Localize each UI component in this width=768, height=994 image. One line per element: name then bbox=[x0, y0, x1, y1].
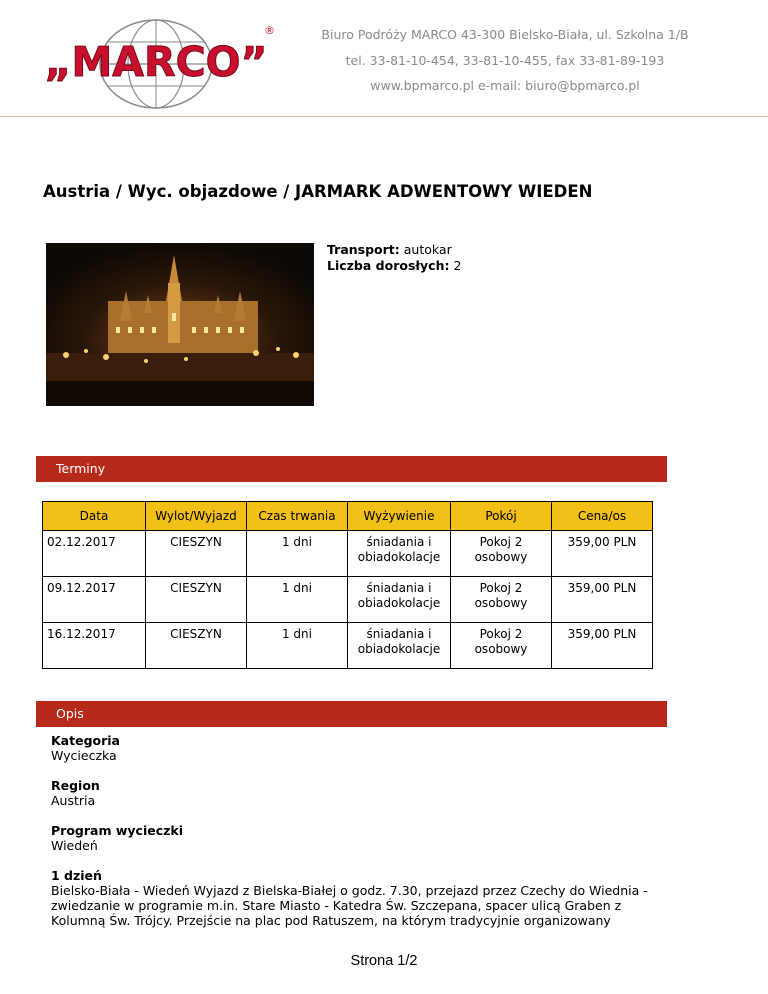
region-block bbox=[51, 778, 671, 808]
tour-photo bbox=[46, 243, 314, 406]
column-header: Pokój bbox=[451, 502, 552, 531]
program-block bbox=[51, 823, 671, 853]
adults-row bbox=[327, 258, 461, 274]
board-cell: śniadania i obiadokolacje bbox=[348, 623, 451, 669]
logo-text: „MARCO” bbox=[44, 38, 268, 86]
departure-cell: CIESZYN bbox=[146, 577, 247, 623]
header-address: Biuro Podróży MARCO 43-300 Bielsko-Biała, ul. Szkolna 1/B bbox=[321, 27, 689, 42]
registered-mark: ® bbox=[264, 24, 275, 37]
room-cell: Pokoj 2 osobowy bbox=[451, 623, 552, 669]
trip-details bbox=[327, 242, 461, 274]
date-cell: 09.12.2017 bbox=[43, 577, 146, 623]
day1-text: Bielsko-Biała - Wiedeń Wyjazd z Bielska-Białej o godz. 7.30, przejazd przez Czechy do Wiednia - zwiedzanie w programie m.in. Stare Miasto - Katedra Św. Szczepana, spacer ulicą Graben z Kolumną Św. Trójcy. Przejście na plac pod Ratuszem, na którym tradycyjnie organizowany bbox=[51, 883, 648, 928]
description-heading: Opis bbox=[56, 706, 84, 721]
price-cell: 359,00 PLN bbox=[552, 577, 653, 623]
table-row bbox=[43, 623, 653, 669]
terms-table bbox=[42, 501, 653, 669]
transport-value: autokar bbox=[403, 242, 452, 257]
adults-label: Liczba dorosłych: bbox=[327, 258, 450, 273]
room-cell: Pokoj 2 osobowy bbox=[451, 577, 552, 623]
page-title: Austria / Wyc. objazdowe / JARMARK ADWENTOWY WIEDEN bbox=[43, 182, 593, 201]
category-block bbox=[51, 733, 671, 763]
day1-label: 1 dzień bbox=[51, 868, 102, 883]
terms-heading: Terminy bbox=[56, 461, 106, 476]
column-header: Cena/os bbox=[552, 502, 653, 531]
departure-cell: CIESZYN bbox=[146, 623, 247, 669]
header-web-email: www.bpmarco.pl e-mail: biuro@bpmarco.pl bbox=[370, 78, 640, 93]
price-cell: 359,00 PLN bbox=[552, 531, 653, 577]
category-label: Kategoria bbox=[51, 733, 120, 748]
region-value: Austria bbox=[51, 793, 96, 808]
header-divider bbox=[0, 116, 768, 117]
transport-label: Transport: bbox=[327, 242, 400, 257]
board-cell: śniadania i obiadokolacje bbox=[348, 531, 451, 577]
company-logo bbox=[36, 18, 276, 110]
table-row bbox=[43, 531, 653, 577]
program-label: Program wycieczki bbox=[51, 823, 183, 838]
date-cell: 02.12.2017 bbox=[43, 531, 146, 577]
room-cell: Pokoj 2 osobowy bbox=[451, 531, 552, 577]
column-header: Data bbox=[43, 502, 146, 531]
table-row bbox=[43, 577, 653, 623]
departure-cell: CIESZYN bbox=[146, 531, 247, 577]
duration-cell: 1 dni bbox=[247, 531, 348, 577]
header-phone: tel. 33-81-10-454, 33-81-10-455, fax 33-81-89-193 bbox=[345, 53, 665, 68]
board-cell: śniadania i obiadokolacje bbox=[348, 577, 451, 623]
program-value: Wiedeń bbox=[51, 838, 98, 853]
duration-cell: 1 dni bbox=[247, 577, 348, 623]
price-cell: 359,00 PLN bbox=[552, 623, 653, 669]
table-header-row bbox=[43, 502, 653, 531]
adults-value: 2 bbox=[453, 258, 462, 273]
column-header: Wyżywienie bbox=[348, 502, 451, 531]
column-header: Czas trwania bbox=[247, 502, 348, 531]
category-value: Wycieczka bbox=[51, 748, 117, 763]
description-body bbox=[51, 733, 671, 943]
terms-section-header bbox=[36, 456, 667, 482]
duration-cell: 1 dni bbox=[247, 623, 348, 669]
page-number: Strona 1/2 bbox=[350, 953, 418, 969]
description-section-header bbox=[36, 701, 667, 727]
column-header: Wylot/Wyjazd bbox=[146, 502, 247, 531]
day1-block bbox=[51, 868, 671, 928]
region-label: Region bbox=[51, 778, 100, 793]
date-cell: 16.12.2017 bbox=[43, 623, 146, 669]
transport-row bbox=[327, 242, 461, 258]
